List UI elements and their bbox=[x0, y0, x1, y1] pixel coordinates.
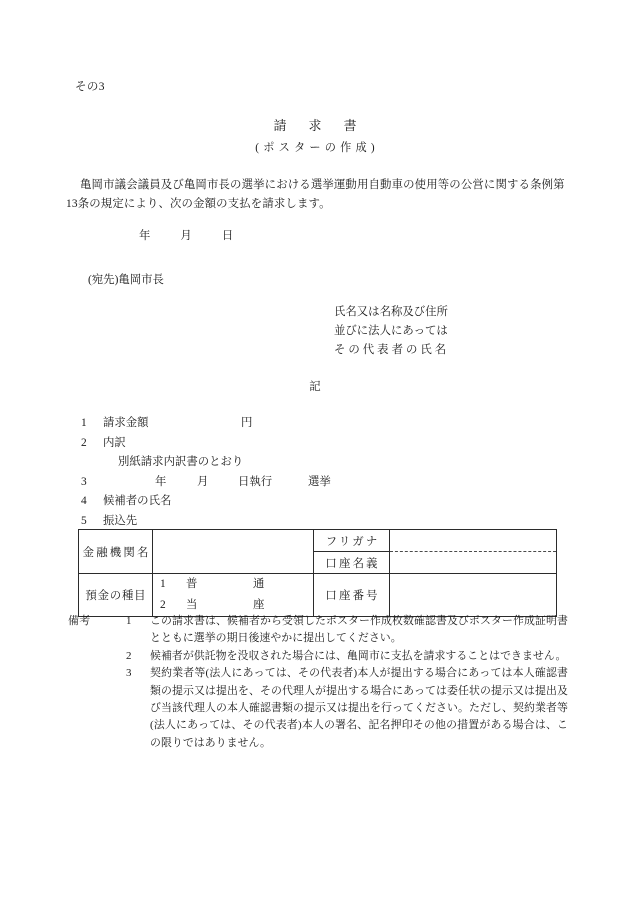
deposit-type-options[interactable] bbox=[153, 574, 314, 617]
signature-line-1: 氏名又は名称及び住所 bbox=[334, 306, 448, 318]
furigana-label: フリガナ bbox=[314, 530, 390, 552]
item-2-label: 内訳 bbox=[103, 436, 126, 449]
item-4-number: 4 bbox=[81, 495, 87, 508]
item-2-number: 2 bbox=[81, 436, 87, 449]
remarks-heading: 備考 bbox=[68, 615, 91, 627]
deposit-option-1-word: 普 bbox=[186, 578, 198, 590]
deposit-type-label: 預金の種目 bbox=[79, 574, 153, 617]
bank-transfer-table bbox=[78, 529, 557, 617]
account-name-label: 口座名義 bbox=[314, 552, 390, 574]
page-title: 請求書 bbox=[273, 118, 379, 133]
item-5-number: 5 bbox=[81, 514, 87, 527]
signature-line-2: 並びに法人にあっては bbox=[334, 325, 448, 337]
date-year-label: 年 bbox=[139, 230, 151, 242]
deposit-option-2-number: 2 bbox=[160, 599, 166, 611]
item-1-unit: 円 bbox=[241, 417, 253, 429]
body-paragraph: 亀岡市議会議員及び亀岡市長の選挙における選挙運動用自動車の使用等の公営に関する条例第13条の規定により、次の金額の支払を請求します。 bbox=[66, 179, 565, 210]
deposit-option-1-number: 1 bbox=[160, 578, 166, 590]
deposit-option-1-tail: 通 bbox=[253, 578, 265, 590]
deposit-option-2-tail: 座 bbox=[253, 599, 265, 611]
signature-line-3: その代表者の氏名 bbox=[334, 344, 450, 356]
furigana-value[interactable] bbox=[390, 530, 557, 552]
deposit-option-futsuu[interactable] bbox=[153, 574, 313, 595]
account-name-value[interactable] bbox=[390, 552, 557, 574]
document-label: その3 bbox=[75, 81, 105, 93]
institution-name-value[interactable] bbox=[153, 530, 314, 574]
remarks-list bbox=[126, 613, 568, 752]
table-row-furigana bbox=[79, 530, 557, 552]
item-3-day-label: 日執行 bbox=[238, 475, 273, 488]
numbered-item-list bbox=[81, 414, 551, 532]
list-item-1 bbox=[81, 414, 551, 434]
remark-2-number: 2 bbox=[126, 649, 132, 662]
list-item-4 bbox=[81, 492, 551, 512]
item-1-label: 請求金額 bbox=[103, 417, 149, 429]
institution-name-label: 金融機関名 bbox=[79, 530, 153, 574]
date-line bbox=[139, 227, 233, 243]
item-3-year-label: 年 bbox=[155, 475, 167, 488]
remark-item-3 bbox=[126, 665, 568, 752]
remark-item-2 bbox=[126, 648, 568, 665]
account-number-label: 口座番号 bbox=[314, 574, 390, 617]
item-3-month-label: 月 bbox=[197, 475, 209, 488]
addressee: (宛先)亀岡市長 bbox=[88, 274, 164, 286]
item-3-election-label: 選挙 bbox=[308, 475, 331, 488]
deposit-option-2-word: 当 bbox=[186, 599, 198, 611]
item-1-number: 1 bbox=[81, 417, 87, 429]
remarks-section bbox=[68, 613, 568, 752]
remark-1-text: この請求書は、候補者から受領したポスター作成枚数確認書及びポスター作成証明書とともに選挙の期日後速やかに提出してください。 bbox=[150, 615, 568, 645]
list-item-3 bbox=[81, 473, 551, 493]
date-month-label: 月 bbox=[180, 230, 192, 242]
list-item-2-sub: 別紙請求内訳書のとおり bbox=[118, 456, 244, 469]
page-subtitle: (ポスターの作成) bbox=[255, 142, 379, 154]
item-3-number: 3 bbox=[81, 475, 87, 488]
item-5-label: 振込先 bbox=[103, 514, 138, 527]
remark-1-number: 1 bbox=[126, 615, 132, 627]
remark-2-text: 候補者が供託物を没収された場合には、亀岡市に支払を請求することはできません。 bbox=[150, 649, 567, 662]
item-4-label: 候補者の氏名 bbox=[103, 495, 172, 508]
table-row-deposit-type bbox=[79, 574, 557, 617]
date-day-label: 日 bbox=[221, 230, 234, 242]
account-number-value[interactable] bbox=[390, 574, 557, 617]
remark-item-1 bbox=[126, 613, 568, 648]
remark-3-text: 契約業者等(法人にあっては、その代表者)本人が提出する場合にあっては本人確認書類の提示又は提出を、その代理人が提出する場合にあっては委任状の提示又は提出及び当該代理人の本人確認書類の提示又は提出を行ってください。ただし、契約業者等(法人にあっては、その代表者)本人の署名、記名押印その他の措置がある場合は、この限りではありません。 bbox=[150, 667, 568, 749]
ki-marker: 記 bbox=[309, 381, 321, 393]
signature-block bbox=[334, 303, 449, 360]
list-item-2 bbox=[81, 434, 551, 454]
remark-3-number: 3 bbox=[126, 667, 132, 680]
